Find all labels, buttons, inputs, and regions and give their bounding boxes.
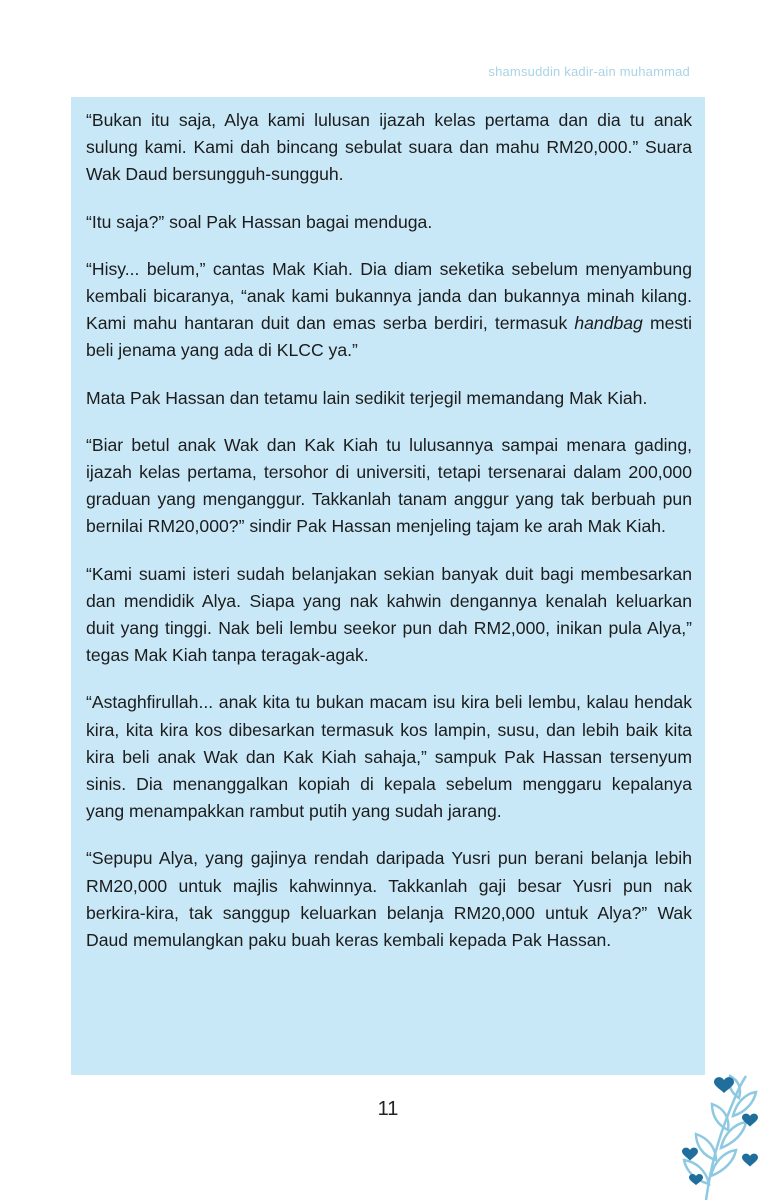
paragraph-8: “Sepupu Alya, yang gajinya rendah daripada Yusri pun berani belanja lebih RM20,000 untuk majlis kahwinnya. Takkanlah gaji besar Yusri pun nak berkira-kira, tak sanggup keluarkan belanja RM20,000 untuk Alya?” Wak Daud memulangkan paku buah keras kembali kepada Pak Hassan.: [86, 848, 692, 951]
paragraph-3-text-start: “Hisy... belum,” cantas Mak Kiah. Dia diam seketika sebelum menyambung kembali bicaranya, “anak kami bukannya janda dan bukannya minah kilang. Kami mahu hantaran duit dan emas serba berdiri, termasuk: [86, 258, 692, 334]
running-header: shamsuddin kadir-ain muhammad: [488, 64, 690, 79]
paragraph-1: “Bukan itu saja, Alya kami lulusan ijazah kelas pertama dan dia tu anak sulung kami. Kami dah bincang sebulat suara dan mahu RM20,000.” Suara Wak Daud bersungguh-sungguh.: [86, 110, 692, 185]
text-panel: [71, 97, 705, 1075]
vine-hearts: [682, 1077, 758, 1185]
paragraph-3-text-end: mesti beli jenama yang ada di KLCC ya.”: [86, 313, 692, 361]
paragraph-7: “Astaghfirullah... anak kita tu bukan macam isu kira beli lembu, kalau hendak kira, kita kira kos dibesarkan termasuk kos lampin, susu, dan lebih baik kita kira beli anak Wak dan Kak Kiah sahaja,” sampuk Pak Hassan tersenyum sinis. Dia menanggalkan kopiah di kepala sebelum menggaru kepalanya yang menampakkan rambut putih yang sudah jarang.: [86, 692, 692, 822]
paragraph-3: [86, 256, 692, 365]
paragraph-5: “Biar betul anak Wak dan Kak Kiah tu lulusannya sampai menara gading, ijazah kelas pertama, tersohor di universiti, tetapi tersenarai dalam 200,000 graduan yang menganggur. Takkanlah tanam anggur yang tak berbuah pun bernilai RM20,000?” sindir Pak Hassan menjeling tajam ke arah Mak Kiah.: [86, 434, 692, 537]
paragraph-6: “Kami suami isteri sudah belanjakan sekian banyak duit bagi membesarkan dan mendidik Alya. Siapa yang nak kahwin dengannya kenalah keluarkan duit yang tinggi. Nak beli lembu seekor pun dah RM2,000, inikan pula Alya,” tegas Mak Kiah tanpa teragak-agak.: [86, 563, 692, 666]
paragraph-2: “Itu saja?” soal Pak Hassan bagai menduga.: [86, 211, 433, 232]
heart-vine-icon: [676, 1072, 772, 1200]
paragraph-4: Mata Pak Hassan dan tetamu lain sedikit terjegil memandang Mak Kiah.: [86, 387, 648, 408]
vine-leaves: [684, 1076, 756, 1184]
italic-word-handbag: handbag: [574, 313, 643, 334]
page-number: 11: [377, 1098, 399, 1120]
